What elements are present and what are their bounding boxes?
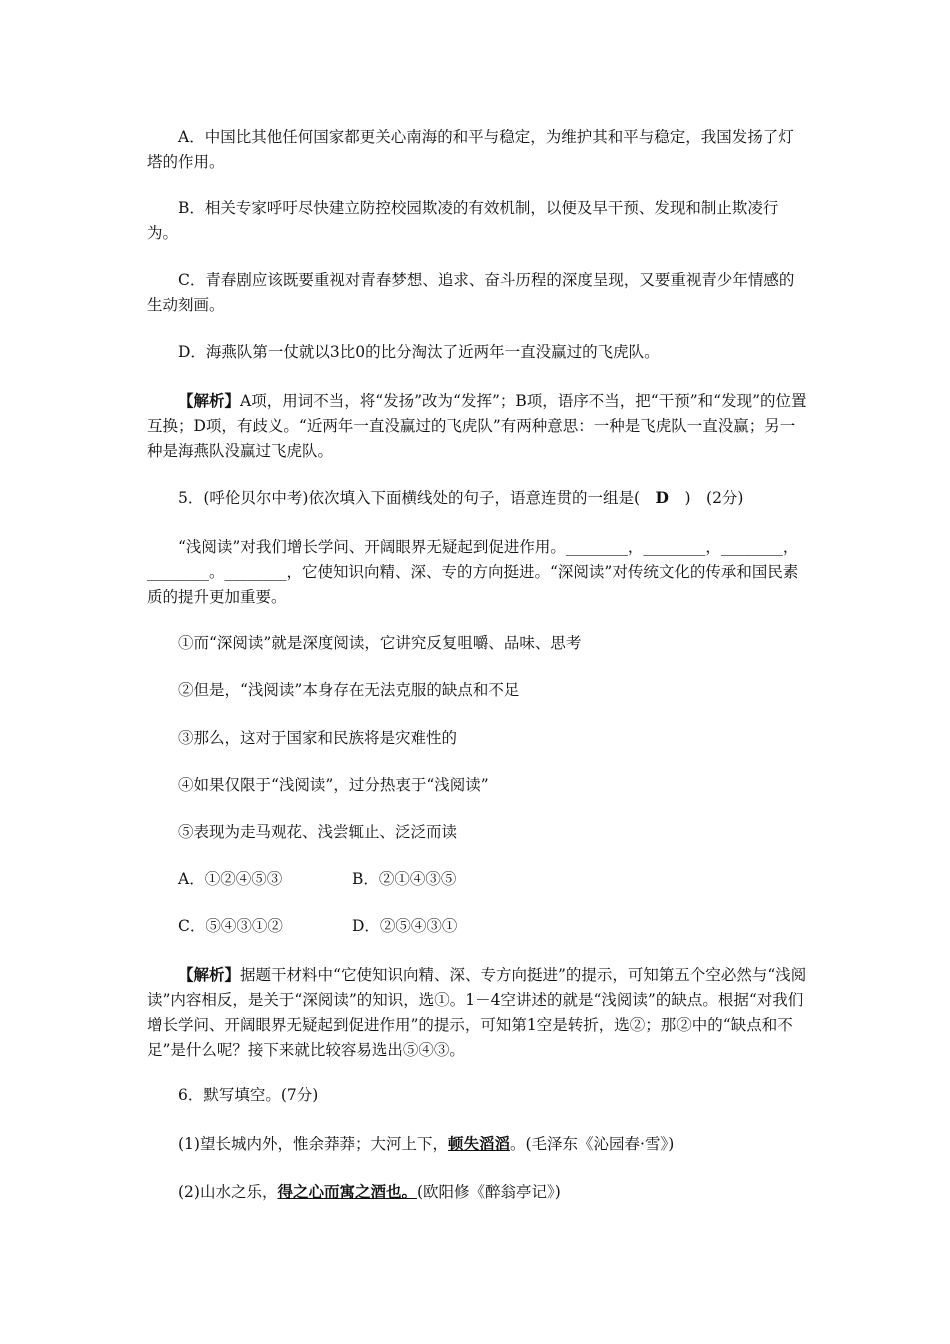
q6-item2-answer: 得之心而寓之酒也。 xyxy=(277,1182,417,1201)
q6-item2-suffix: (欧阳修《醉翁亭记》) xyxy=(416,1183,561,1201)
q4-option-c: C．青春剧应该既要重视对青春梦想、追求、奋斗历程的深度呈现，又要重视青少年情感的生动刻画。 xyxy=(147,271,795,314)
q6-item-1 xyxy=(178,1131,674,1157)
q5-choice-b: B．②①④③⑤ xyxy=(352,870,457,888)
q5-choice-a: A．①②④⑤③ xyxy=(178,870,283,888)
q6-item-2 xyxy=(178,1179,561,1205)
q5-analysis xyxy=(147,962,807,1063)
q6-item1-suffix: 。(毛泽东《沁园春·雪》) xyxy=(509,1135,675,1153)
q4-option-a: A．中国比其他任何国家都更关心南海的和平与稳定，为维护其和平与稳定，我国发扬了灯塔的作用。 xyxy=(147,128,794,171)
q5-sentence-4: ④如果仅限于“浅阅读”，过分热衷于“浅阅读” xyxy=(178,776,489,794)
q5-choice-d: D．②⑤④③① xyxy=(352,917,458,935)
q5-sentence-2: ②但是，“浅阅读”本身存在无法克服的缺点和不足 xyxy=(178,681,520,699)
q5-sentence-1: ①而“深阅读”就是深度阅读，它讲究反复咀嚼、品味、思考 xyxy=(178,634,582,652)
q5-answer: D xyxy=(655,488,669,507)
q6-item1-answer: 顿失滔滔 xyxy=(447,1134,510,1153)
analysis-text: A项，用词不当，将“发扬”改为“发挥”；B项，语序不当，把“干预”和“发现”的位置互换；D项，有歧义。“近两年一直没赢过的飞虎队”有两种意思：一种是飞虎队一直没赢；另一种是海燕队没赢过飞虎队。 xyxy=(147,392,807,460)
q6-item1-prefix: (1)望长城内外，惟余莽莽；大河上下， xyxy=(178,1135,448,1153)
q4-option-d: D．海燕队第一仗就以3比0的比分淘汰了近两年一直没赢过的飞虎队。 xyxy=(178,343,660,361)
analysis-label: 【解析】 xyxy=(178,391,241,410)
q4-option-b: B．相关专家呼吁尽快建立防控校园欺凌的有效机制，以便及早干预、发现和制止欺凌行为。 xyxy=(147,199,779,242)
q5-stem-suffix: ) (2分) xyxy=(668,489,744,507)
q6-item2-prefix: (2)山水之乐， xyxy=(178,1183,278,1201)
q5-stem-prefix: 5．(呼伦贝尔中考)依次填入下面横线处的句子，语意连贯的一组是( xyxy=(178,489,656,507)
analysis-label: 【解析】 xyxy=(178,965,241,984)
q6-stem: 6．默写填空。(7分) xyxy=(178,1086,319,1104)
q4-analysis xyxy=(147,388,807,464)
q5-choice-c: C．⑤④③①② xyxy=(178,917,283,935)
q5-sentence-3: ③那么，这对于国家和民族将是灾难性的 xyxy=(178,729,458,747)
q5-passage: “浅阅读”对我们增长学问、开阔眼界无疑起到促进作用。________，________，________，________。________，它使知识向精、深、专的方向挺进。“深阅读”对传统文化的传承和国民素质的提升更加重要。 xyxy=(147,538,799,606)
q5-stem xyxy=(147,485,807,511)
analysis-text: 据题干材料中“它使知识向精、深、专方向挺进”的提示，可知第五个空必然与“浅阅读”内容相反，是关于“深阅读”的知识，选①。1－4空讲述的就是“浅阅读”的缺点。根据“对我们增长学问、开阔眼界无疑起到促进作用”的提示，可知第1空是转折，选②；那②中的“缺点和不足”是什么呢？接下来就比较容易选出⑤④③。 xyxy=(147,966,807,1059)
q5-sentence-5: ⑤表现为走马观花、浅尝辄止、泛泛而读 xyxy=(178,823,458,841)
